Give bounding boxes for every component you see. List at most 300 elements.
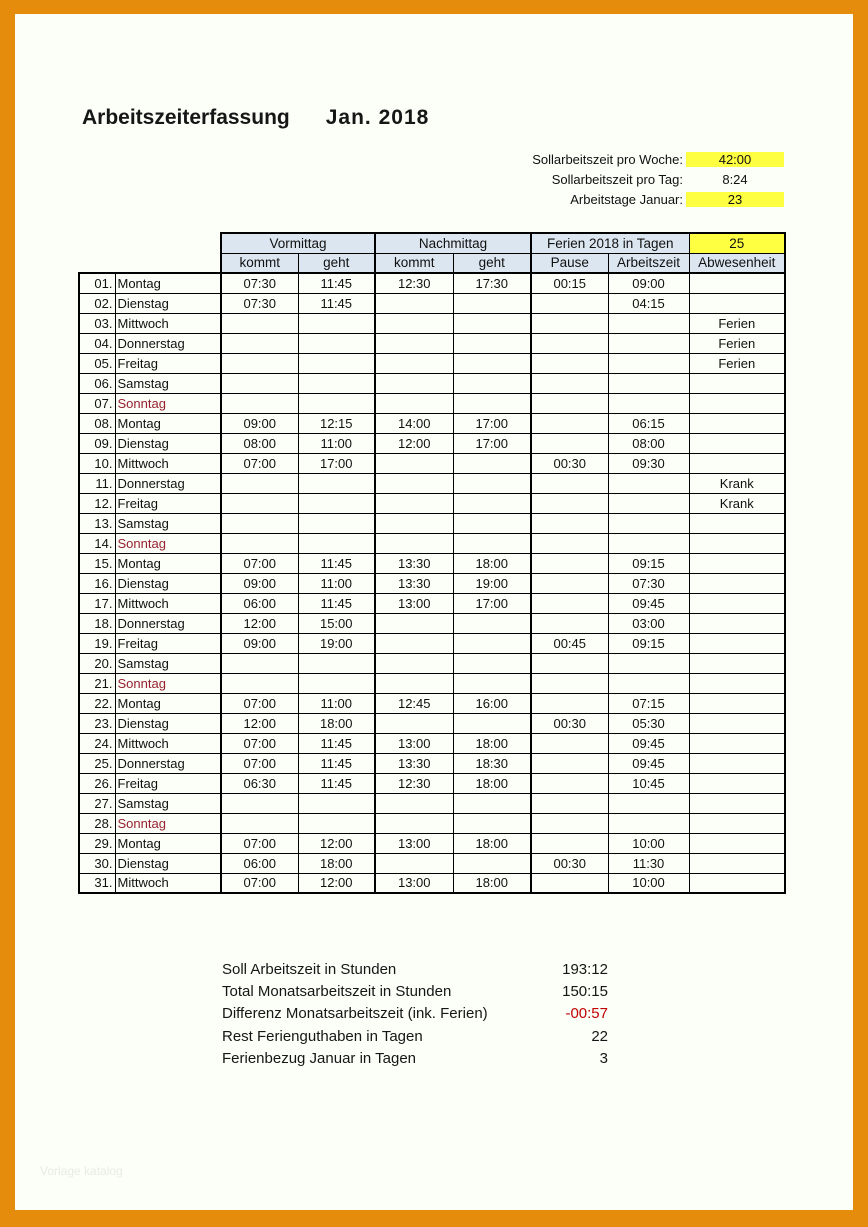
cell-abwesenheit: Ferien — [689, 333, 785, 353]
table-row — [79, 373, 785, 393]
cell-vormittag-kommt: 06:30 — [221, 773, 298, 793]
info-label: Sollarbeitszeit pro Woche: — [532, 151, 683, 167]
table-row — [79, 493, 785, 513]
table-row — [79, 313, 785, 333]
cell-vormittag-kommt — [221, 493, 298, 513]
cell-arbeitszeit: 09:30 — [608, 453, 689, 473]
cell-arbeitszeit: 09:45 — [608, 593, 689, 613]
cell-arbeitszeit: 08:00 — [608, 433, 689, 453]
day-number: 24. — [79, 733, 115, 753]
cell-pause: 00:30 — [531, 453, 608, 473]
cell-abwesenheit — [689, 433, 785, 453]
cell-vormittag-geht — [298, 373, 375, 393]
cell-vormittag-geht: 11:45 — [298, 753, 375, 773]
cell-nachmittag-geht — [453, 613, 531, 633]
cell-pause — [531, 573, 608, 593]
table-row — [79, 633, 785, 653]
page-month: Jan. 2018 — [325, 106, 430, 129]
cell-nachmittag-geht: 19:00 — [453, 573, 531, 593]
table-row — [79, 533, 785, 553]
cell-nachmittag-kommt: 13:30 — [375, 573, 453, 593]
summary-label: Ferienbezug Januar in Tagen — [222, 1050, 417, 1068]
day-number: 31. — [79, 873, 115, 893]
cell-arbeitszeit: 10:00 — [608, 873, 689, 893]
summary-value: 3 — [599, 1050, 608, 1068]
day-number: 07. — [79, 393, 115, 413]
header-spacer — [79, 233, 221, 253]
cell-vormittag-kommt — [221, 513, 298, 533]
cell-pause — [531, 873, 608, 893]
cell-nachmittag-kommt — [375, 513, 453, 533]
summary-row — [222, 958, 608, 980]
cell-nachmittag-geht — [453, 333, 531, 353]
cell-abwesenheit — [689, 773, 785, 793]
day-number: 19. — [79, 633, 115, 653]
cell-nachmittag-geht — [453, 813, 531, 833]
cell-pause — [531, 553, 608, 573]
cell-nachmittag-kommt: 13:00 — [375, 593, 453, 613]
cell-nachmittag-geht — [453, 473, 531, 493]
info-value: 8:24 — [722, 171, 748, 187]
table-row — [79, 773, 785, 793]
table-row — [79, 273, 785, 293]
day-name: Mittwoch — [115, 733, 221, 753]
cell-pause: 00:45 — [531, 633, 608, 653]
cell-arbeitszeit: 09:15 — [608, 553, 689, 573]
cell-arbeitszeit — [608, 793, 689, 813]
day-number: 11. — [79, 473, 115, 493]
cell-vormittag-kommt: 08:00 — [221, 433, 298, 453]
cell-arbeitszeit: 07:15 — [608, 693, 689, 713]
cell-vormittag-geht: 11:00 — [298, 573, 375, 593]
cell-arbeitszeit — [608, 473, 689, 493]
summary-label: Soll Arbeitszeit in Stunden — [222, 960, 397, 978]
info-value: 42:00 — [686, 152, 784, 167]
cell-pause — [531, 753, 608, 773]
cell-nachmittag-geht: 18:30 — [453, 753, 531, 773]
cell-nachmittag-kommt — [375, 633, 453, 653]
table-row — [79, 753, 785, 773]
summary-label: Differenz Monatsarbeitszeit (ink. Ferien) — [222, 1005, 488, 1023]
table-row — [79, 833, 785, 853]
cell-nachmittag-kommt — [375, 453, 453, 473]
cell-arbeitszeit — [608, 653, 689, 673]
cell-abwesenheit — [689, 273, 785, 293]
day-name: Samstag — [115, 513, 221, 533]
cell-arbeitszeit — [608, 313, 689, 333]
day-name: Montag — [115, 833, 221, 853]
summary-row — [222, 1003, 608, 1025]
cell-vormittag-kommt — [221, 313, 298, 333]
cell-pause — [531, 793, 608, 813]
cell-vormittag-geht: 11:45 — [298, 593, 375, 613]
cell-abwesenheit — [689, 593, 785, 613]
cell-vormittag-kommt: 07:30 — [221, 293, 298, 313]
header-kommt-nachmittag: kommt — [375, 253, 453, 273]
summary-label: Rest Ferienguthaben in Tagen — [222, 1027, 423, 1045]
cell-arbeitszeit: 09:15 — [608, 633, 689, 653]
cell-arbeitszeit: 05:30 — [608, 713, 689, 733]
cell-vormittag-kommt: 06:00 — [221, 853, 298, 873]
table-row — [79, 873, 785, 893]
cell-arbeitszeit: 04:15 — [608, 293, 689, 313]
summary-value: 150:15 — [562, 983, 608, 1001]
cell-nachmittag-kommt: 13:30 — [375, 553, 453, 573]
cell-abwesenheit — [689, 833, 785, 853]
cell-arbeitszeit — [608, 513, 689, 533]
cell-abwesenheit: Krank — [689, 473, 785, 493]
cell-vormittag-kommt: 12:00 — [221, 613, 298, 633]
cell-pause — [531, 353, 608, 373]
cell-vormittag-geht — [298, 813, 375, 833]
cell-vormittag-geht: 11:45 — [298, 733, 375, 753]
header-pause: Pause — [531, 253, 608, 273]
table-row — [79, 593, 785, 613]
cell-vormittag-kommt: 07:00 — [221, 453, 298, 473]
cell-pause — [531, 333, 608, 353]
cell-pause — [531, 613, 608, 633]
day-number: 03. — [79, 313, 115, 333]
cell-nachmittag-geht — [453, 713, 531, 733]
cell-nachmittag-kommt — [375, 493, 453, 513]
day-number: 13. — [79, 513, 115, 533]
cell-arbeitszeit: 07:30 — [608, 573, 689, 593]
cell-abwesenheit — [689, 853, 785, 873]
cell-nachmittag-kommt: 12:00 — [375, 433, 453, 453]
cell-arbeitszeit: 03:00 — [608, 613, 689, 633]
cell-vormittag-geht — [298, 393, 375, 413]
cell-nachmittag-geht — [453, 653, 531, 673]
cell-nachmittag-kommt — [375, 793, 453, 813]
cell-abwesenheit — [689, 813, 785, 833]
cell-nachmittag-kommt: 12:30 — [375, 773, 453, 793]
cell-pause — [531, 533, 608, 553]
cell-vormittag-geht: 11:00 — [298, 433, 375, 453]
cell-vormittag-geht: 11:45 — [298, 553, 375, 573]
header-nachmittag: Nachmittag — [375, 233, 531, 253]
cell-arbeitszeit: 06:15 — [608, 413, 689, 433]
cell-abwesenheit: Ferien — [689, 313, 785, 333]
summary-row — [222, 980, 608, 1002]
cell-arbeitszeit: 09:45 — [608, 753, 689, 773]
cell-nachmittag-geht: 17:00 — [453, 593, 531, 613]
cell-vormittag-kommt: 07:00 — [221, 833, 298, 853]
cell-nachmittag-geht — [453, 353, 531, 373]
day-number: 01. — [79, 273, 115, 293]
cell-vormittag-geht: 18:00 — [298, 853, 375, 873]
cell-abwesenheit: Krank — [689, 493, 785, 513]
day-number: 04. — [79, 333, 115, 353]
cell-abwesenheit — [689, 713, 785, 733]
day-name: Samstag — [115, 373, 221, 393]
cell-vormittag-geht — [298, 353, 375, 373]
day-name: Samstag — [115, 793, 221, 813]
cell-vormittag-geht: 11:45 — [298, 773, 375, 793]
cell-pause: 00:15 — [531, 273, 608, 293]
day-number: 05. — [79, 353, 115, 373]
cell-vormittag-geht — [298, 513, 375, 533]
cell-nachmittag-geht: 17:30 — [453, 273, 531, 293]
cell-abwesenheit — [689, 393, 785, 413]
cell-abwesenheit — [689, 513, 785, 533]
cell-pause — [531, 473, 608, 493]
cell-pause — [531, 693, 608, 713]
cell-vormittag-kommt — [221, 793, 298, 813]
day-name: Montag — [115, 693, 221, 713]
cell-vormittag-geht: 12:15 — [298, 413, 375, 433]
day-number: 27. — [79, 793, 115, 813]
cell-vormittag-geht — [298, 793, 375, 813]
cell-vormittag-kommt: 07:00 — [221, 733, 298, 753]
cell-vormittag-kommt — [221, 673, 298, 693]
info-row — [15, 149, 784, 169]
day-number: 25. — [79, 753, 115, 773]
cell-nachmittag-geht: 18:00 — [453, 833, 531, 853]
cell-nachmittag-kommt: 13:00 — [375, 873, 453, 893]
day-number: 14. — [79, 533, 115, 553]
cell-arbeitszeit — [608, 673, 689, 693]
column-header-row — [79, 253, 785, 273]
day-number: 29. — [79, 833, 115, 853]
day-name: Dienstag — [115, 713, 221, 733]
cell-abwesenheit — [689, 873, 785, 893]
cell-pause — [531, 513, 608, 533]
day-name: Donnerstag — [115, 333, 221, 353]
table-row — [79, 813, 785, 833]
cell-nachmittag-kommt — [375, 853, 453, 873]
cell-arbeitszeit: 10:00 — [608, 833, 689, 853]
cell-abwesenheit — [689, 293, 785, 313]
table-row — [79, 353, 785, 373]
day-number: 30. — [79, 853, 115, 873]
table-row — [79, 853, 785, 873]
day-number: 02. — [79, 293, 115, 313]
cell-nachmittag-geht: 18:00 — [453, 873, 531, 893]
header-ferien-2018: Ferien 2018 in Tagen — [531, 233, 689, 253]
cell-abwesenheit — [689, 633, 785, 653]
table-row — [79, 433, 785, 453]
day-name: Donnerstag — [115, 613, 221, 633]
day-name: Mittwoch — [115, 593, 221, 613]
cell-vormittag-geht — [298, 653, 375, 673]
cell-vormittag-kommt — [221, 533, 298, 553]
cell-abwesenheit — [689, 533, 785, 553]
cell-nachmittag-kommt — [375, 333, 453, 353]
cell-pause: 00:30 — [531, 853, 608, 873]
day-name: Sonntag — [115, 533, 221, 553]
cell-vormittag-kommt: 09:00 — [221, 573, 298, 593]
cell-pause — [531, 653, 608, 673]
cell-nachmittag-kommt — [375, 653, 453, 673]
table-row — [79, 553, 785, 573]
day-number: 26. — [79, 773, 115, 793]
cell-pause — [531, 593, 608, 613]
info-row — [15, 169, 784, 189]
cell-nachmittag-kommt — [375, 533, 453, 553]
table-row — [79, 573, 785, 593]
cell-nachmittag-geht: 18:00 — [453, 773, 531, 793]
cell-vormittag-kommt — [221, 333, 298, 353]
table-row — [79, 293, 785, 313]
cell-arbeitszeit — [608, 533, 689, 553]
cell-pause — [531, 373, 608, 393]
day-name: Montag — [115, 553, 221, 573]
cell-vormittag-geht: 18:00 — [298, 713, 375, 733]
cell-pause — [531, 293, 608, 313]
cell-nachmittag-kommt: 13:30 — [375, 753, 453, 773]
cell-vormittag-geht: 11:45 — [298, 293, 375, 313]
cell-pause — [531, 493, 608, 513]
day-number: 28. — [79, 813, 115, 833]
cell-nachmittag-kommt: 12:45 — [375, 693, 453, 713]
cell-vormittag-geht — [298, 333, 375, 353]
cell-arbeitszeit: 09:00 — [608, 273, 689, 293]
summary-value: -00:57 — [565, 1005, 608, 1023]
table-row — [79, 413, 785, 433]
cell-abwesenheit — [689, 733, 785, 753]
cell-vormittag-kommt — [221, 393, 298, 413]
cell-arbeitszeit — [608, 393, 689, 413]
header-arbeitszeit: Arbeitszeit — [608, 253, 689, 273]
cell-nachmittag-kommt: 13:00 — [375, 733, 453, 753]
cell-nachmittag-geht — [453, 393, 531, 413]
day-name: Freitag — [115, 633, 221, 653]
cell-abwesenheit — [689, 613, 785, 633]
page-title: Arbeitszeiterfassung — [82, 106, 290, 129]
day-name: Samstag — [115, 653, 221, 673]
cell-nachmittag-kommt — [375, 393, 453, 413]
cell-vormittag-geht: 12:00 — [298, 873, 375, 893]
cell-nachmittag-geht: 16:00 — [453, 693, 531, 713]
cell-vormittag-kommt — [221, 373, 298, 393]
cell-vormittag-geht — [298, 473, 375, 493]
cell-arbeitszeit — [608, 813, 689, 833]
cell-vormittag-kommt — [221, 473, 298, 493]
cell-nachmittag-geht — [453, 493, 531, 513]
day-name: Donnerstag — [115, 473, 221, 493]
cell-vormittag-kommt: 07:00 — [221, 873, 298, 893]
cell-nachmittag-kommt — [375, 373, 453, 393]
cell-arbeitszeit — [608, 493, 689, 513]
cell-vormittag-geht — [298, 313, 375, 333]
cell-pause: 00:30 — [531, 713, 608, 733]
table-row — [79, 653, 785, 673]
day-number: 17. — [79, 593, 115, 613]
cell-vormittag-geht: 15:00 — [298, 613, 375, 633]
cell-abwesenheit — [689, 573, 785, 593]
cell-pause — [531, 433, 608, 453]
cell-abwesenheit: Ferien — [689, 353, 785, 373]
cell-abwesenheit — [689, 653, 785, 673]
cell-abwesenheit — [689, 373, 785, 393]
day-name: Montag — [115, 413, 221, 433]
cell-nachmittag-geht — [453, 313, 531, 333]
cell-nachmittag-kommt — [375, 313, 453, 333]
info-label: Arbeitstage Januar: — [570, 191, 683, 207]
cell-nachmittag-kommt — [375, 613, 453, 633]
day-number: 21. — [79, 673, 115, 693]
cell-arbeitszeit: 09:45 — [608, 733, 689, 753]
cell-nachmittag-geht: 17:00 — [453, 413, 531, 433]
cell-arbeitszeit: 10:45 — [608, 773, 689, 793]
cell-vormittag-geht: 11:00 — [298, 693, 375, 713]
summary-block — [222, 958, 608, 1070]
day-number: 08. — [79, 413, 115, 433]
cell-arbeitszeit: 11:30 — [608, 853, 689, 873]
day-name: Dienstag — [115, 433, 221, 453]
cell-pause — [531, 313, 608, 333]
cell-nachmittag-geht — [453, 293, 531, 313]
day-name: Sonntag — [115, 813, 221, 833]
table-row — [79, 793, 785, 813]
summary-value: 193:12 — [562, 960, 608, 978]
cell-vormittag-kommt: 07:00 — [221, 753, 298, 773]
table-row — [79, 733, 785, 753]
summary-row — [222, 1025, 608, 1047]
cell-abwesenheit — [689, 553, 785, 573]
cell-abwesenheit — [689, 753, 785, 773]
cell-pause — [531, 813, 608, 833]
summary-label: Total Monatsarbeitszeit in Stunden — [222, 983, 452, 1001]
day-number: 16. — [79, 573, 115, 593]
cell-nachmittag-geht: 18:00 — [453, 553, 531, 573]
table-row — [79, 473, 785, 493]
cell-vormittag-kommt — [221, 353, 298, 373]
day-name: Mittwoch — [115, 453, 221, 473]
day-name: Montag — [115, 273, 221, 293]
table-row — [79, 613, 785, 633]
watermark: Vorlage katalog — [40, 1164, 123, 1178]
header-vormittag: Vormittag — [221, 233, 375, 253]
cell-nachmittag-kommt — [375, 353, 453, 373]
cell-pause — [531, 413, 608, 433]
cell-nachmittag-geht — [453, 793, 531, 813]
cell-nachmittag-geht — [453, 373, 531, 393]
cell-nachmittag-kommt: 14:00 — [375, 413, 453, 433]
day-name: Mittwoch — [115, 873, 221, 893]
cell-abwesenheit — [689, 693, 785, 713]
cell-vormittag-kommt — [221, 813, 298, 833]
day-number: 22. — [79, 693, 115, 713]
cell-nachmittag-kommt — [375, 293, 453, 313]
cell-nachmittag-geht: 17:00 — [453, 433, 531, 453]
cell-nachmittag-kommt — [375, 673, 453, 693]
day-number: 18. — [79, 613, 115, 633]
cell-vormittag-geht: 11:45 — [298, 273, 375, 293]
day-number: 09. — [79, 433, 115, 453]
info-row — [15, 189, 784, 209]
page-title-row — [82, 106, 429, 130]
cell-nachmittag-geht: 18:00 — [453, 733, 531, 753]
cell-vormittag-kommt: 09:00 — [221, 413, 298, 433]
cell-abwesenheit — [689, 413, 785, 433]
cell-pause — [531, 673, 608, 693]
table-row — [79, 333, 785, 353]
table-row — [79, 453, 785, 473]
summary-row — [222, 1048, 608, 1070]
day-name: Freitag — [115, 493, 221, 513]
cell-nachmittag-kommt — [375, 713, 453, 733]
cell-vormittag-geht — [298, 493, 375, 513]
cell-vormittag-geht — [298, 533, 375, 553]
day-number: 15. — [79, 553, 115, 573]
timesheet-table — [78, 232, 786, 894]
header-abwesenheit: Abwesenheit — [689, 253, 785, 273]
day-name: Sonntag — [115, 673, 221, 693]
day-number: 23. — [79, 713, 115, 733]
day-number: 20. — [79, 653, 115, 673]
cell-nachmittag-geht — [453, 533, 531, 553]
